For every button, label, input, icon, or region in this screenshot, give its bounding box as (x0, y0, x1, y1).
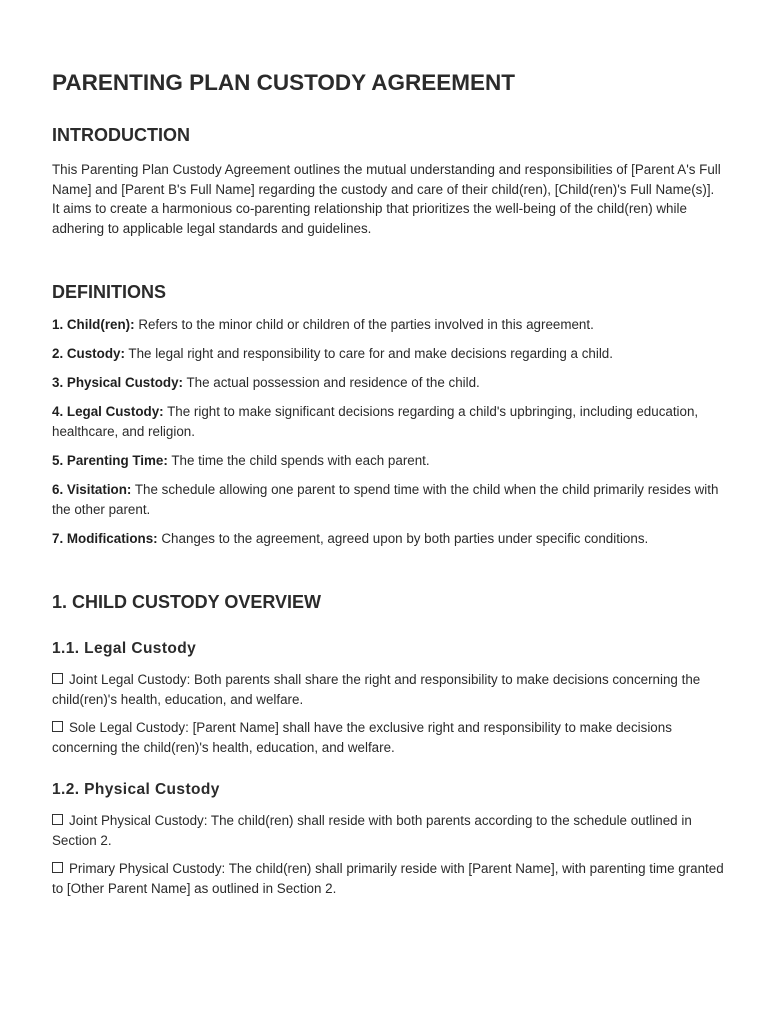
definition-item (52, 315, 724, 335)
definition-term: 2. Custody: (52, 346, 125, 361)
introduction-heading: INTRODUCTION (52, 125, 190, 145)
checkbox-icon[interactable] (52, 673, 63, 684)
definition-text: The legal right and responsibility to care for and make decisions regarding a child. (128, 346, 613, 361)
definition-term: 4. Legal Custody: (52, 404, 164, 419)
definitions-heading: DEFINITIONS (52, 282, 167, 302)
definition-item (52, 344, 724, 364)
definition-text: The time the child spends with each parent. (171, 453, 430, 468)
definition-item (52, 529, 724, 549)
definition-item (52, 402, 724, 441)
option-text: Joint Physical Custody: The child(ren) shall reside with both parents according to the schedule outlined in Section 2. (52, 813, 692, 848)
definition-text: Refers to the minor child or children of the parties involved in this agreement. (138, 317, 594, 332)
legal-custody-option (52, 670, 724, 709)
option-text: Primary Physical Custody: The child(ren) shall primarily reside with [Parent Name], with parenting time granted to [Other Parent Name] as outlined in Section 2. (52, 861, 724, 896)
definition-term: 1. Child(ren): (52, 317, 135, 332)
introduction-paragraph: This Parenting Plan Custody Agreement outlines the mutual understanding and responsibilities of [Parent A's Full Name] and [Parent B's Full Name] regarding the custody and care of their child(ren), [Child(ren)'s Full Name(s)]. It aims to create a harmonious co-parenting relationship that prioritizes the well-being of the child(ren) while adhering to applicable legal standards and guidelines. (52, 162, 721, 236)
physical-custody-option (52, 859, 724, 898)
definition-item (52, 451, 724, 471)
checkbox-icon[interactable] (52, 862, 63, 873)
definition-text: The right to make significant decisions regarding a child's upbringing, including education, healthcare, and religion. (52, 404, 699, 439)
definition-text: The actual possession and residence of the child. (186, 375, 480, 390)
legal-custody-option (52, 718, 724, 757)
definition-term: 7. Modifications: (52, 531, 158, 546)
definition-text: The schedule allowing one parent to spend time with the child when the child primarily resides with the other parent. (52, 482, 719, 517)
definition-term: 5. Parenting Time: (52, 453, 168, 468)
physical-custody-heading: 1.2. Physical Custody (52, 781, 220, 798)
definition-item (52, 480, 724, 519)
definition-item (52, 373, 724, 393)
definition-term: 6. Visitation: (52, 482, 132, 497)
physical-custody-option (52, 811, 724, 850)
section-1-heading: 1. CHILD CUSTODY OVERVIEW (52, 592, 322, 612)
option-text: Joint Legal Custody: Both parents shall share the right and responsibility to make decisions concerning the child(ren)'s health, education, and welfare. (52, 672, 701, 707)
definition-text: Changes to the agreement, agreed upon by both parties under specific conditions. (161, 531, 649, 546)
legal-custody-heading: 1.1. Legal Custody (52, 640, 197, 657)
checkbox-icon[interactable] (52, 721, 63, 732)
definition-term: 3. Physical Custody: (52, 375, 183, 390)
checkbox-icon[interactable] (52, 814, 63, 825)
option-text: Sole Legal Custody: [Parent Name] shall have the exclusive right and responsibility to make decisions concerning the child(ren)'s health, education, and welfare. (52, 720, 672, 755)
page-title: PARENTING PLAN CUSTODY AGREEMENT (52, 70, 515, 95)
